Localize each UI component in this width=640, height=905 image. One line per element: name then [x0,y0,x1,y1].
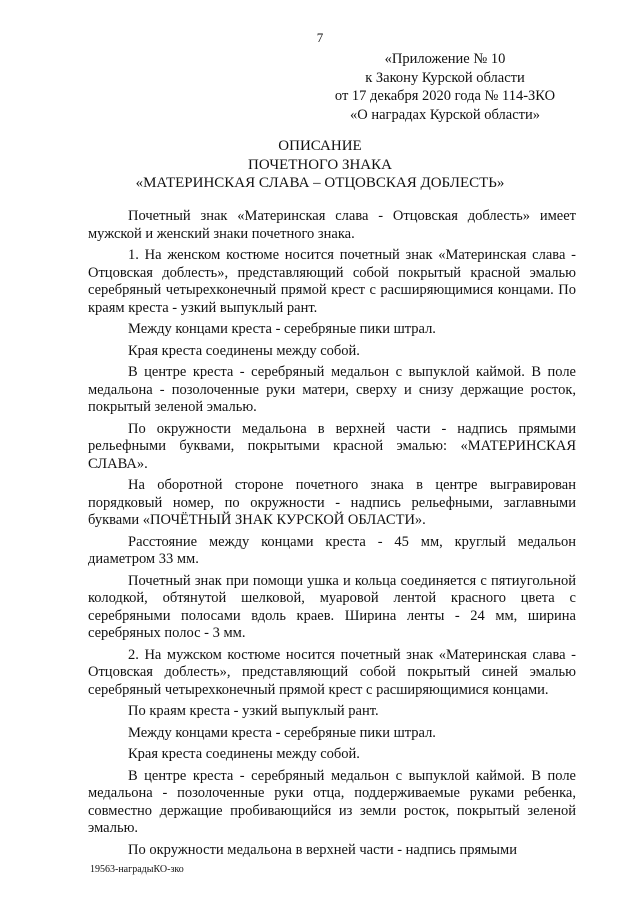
title-line: «МАТЕРИНСКАЯ СЛАВА – ОТЦОВСКАЯ ДОБЛЕСТЬ» [135,175,505,191]
paragraph: На оборотной стороне почетного знака в центре выгравирован порядковый номер, по окружности - надпись рельефными, заглавными буквами «ПОЧЁТНЫЙ ЗНАК КУРСКОЙ ОБЛАСТИ». [88,477,576,529]
paragraph: 1. На женском костюме носится почетный знак «Материнская слава - Отцовская доблесть», представляющий собой покрытый красной эмалью серебряный четырехконечный прямой крест с расширяющимися концами. По краям креста - узкий выпуклый рант. [88,246,576,316]
appendix-line: «О наградах Курской области» [349,106,541,123]
paragraph: Почетный знак при помощи ушка и кольца соединяется с пятиугольной колодкой, обтянутой шелковой, муаровой лентой красного цвета с серебряными полосами вдоль краев. Ширина ленты - 24 мм, ширина серебряных полос - 3 мм. [88,572,576,642]
page-number: 7 [316,30,324,45]
paragraph: Между концами креста - серебряные пики штрал. [128,321,436,338]
document-body [88,208,576,863]
footer-document-code: 19563-наградыКО-зко [90,864,184,875]
title-line: ПОЧЕТНОГО ЗНАКА [248,156,392,173]
paragraph: 2. На мужском костюме носится почетный знак «Материнская слава - Отцовская доблесть», представляющий собой покрытый синей эмалью серебряный четырехконечный прямой крест с расширяющимися концами. [88,646,576,699]
paragraph: Края креста соединены между собой. [128,746,360,763]
paragraph: По краям креста - узкий выпуклый рант. [128,703,379,720]
appendix-line: от 17 декабря 2020 года № 114-ЗКО [334,88,556,104]
appendix-header [300,50,590,124]
paragraph: В центре креста - серебряный медальон с выпуклой каймой. В поле медальона - позолоченные руки отца, поддерживаемые руками ребенка, совместно держащие пробивающийся из земли росток, покрытый зеленой эмалью. [88,767,576,837]
paragraph: По окружности медальона в верхней части - надпись прямыми рельефными буквами, покрытыми красной эмалью: «МАТЕРИНСКАЯ СЛАВА». [88,420,576,472]
document-title [0,137,640,193]
appendix-line: «Приложение № 10 [384,51,506,67]
paragraph: В центре креста - серебряный медальон с выпуклой каймой. В поле медальона - позолоченные руки матери, сверху и снизу держащие росток, покрытый зеленой эмалью. [88,363,576,416]
paragraph: Почетный знак «Материнская слава - Отцовская доблесть» имеет мужской и женский знаки почетного знака. [88,208,576,242]
appendix-line: к Закону Курской области [365,69,525,86]
title-line: ОПИСАНИЕ [278,138,362,154]
paragraph: Между концами креста - серебряные пики штрал. [128,724,436,741]
paragraph: Расстояние между концами креста - 45 мм, круглый медальон диаметром 33 мм. [88,533,576,568]
paragraph: Края креста соединены между собой. [128,342,360,359]
paragraph: По окружности медальона в верхней части - надпись прямыми [128,841,517,858]
